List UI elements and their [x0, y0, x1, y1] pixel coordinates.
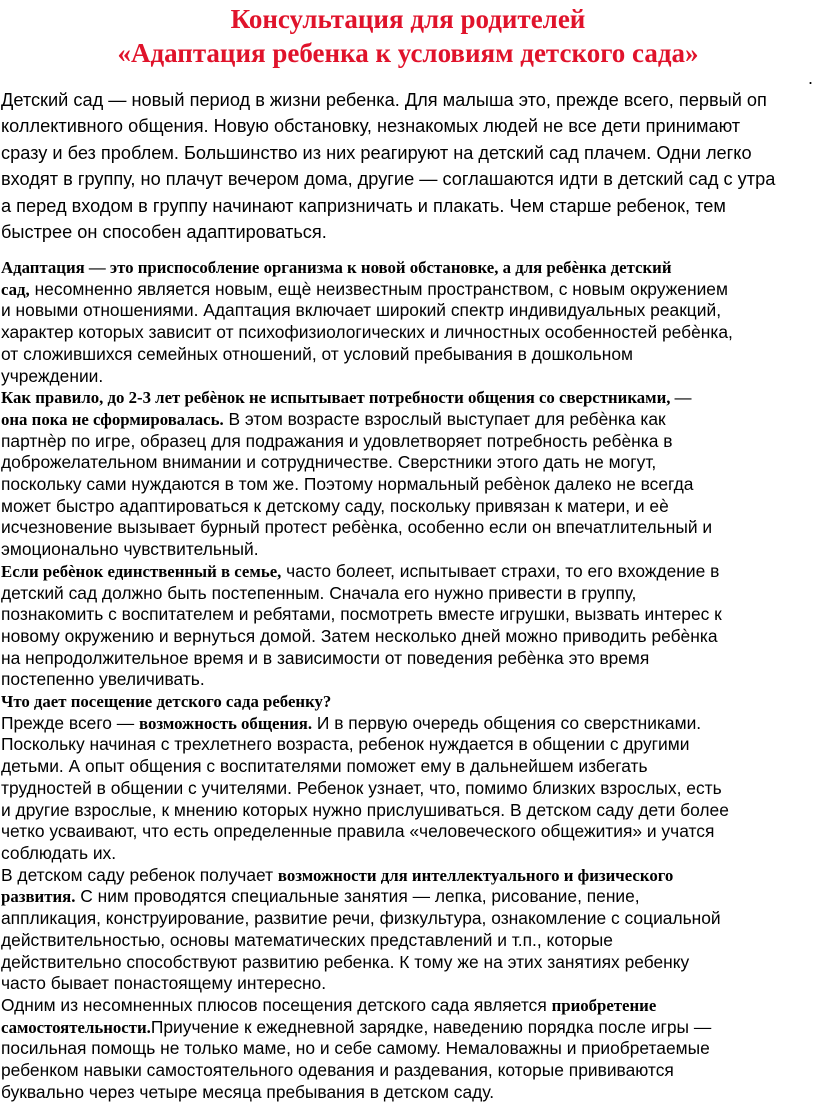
- body-line: [1, 257, 813, 279]
- body-line: [1, 561, 813, 583]
- text-run: И в первую очередь общения со сверстниками.: [312, 712, 702, 733]
- body-line: детский сад должно быть постепенным. Сначала его нужно привести в группу,: [1, 582, 637, 603]
- page-subtitle: «Адаптация ребенка к условиям детского сада»: [117, 38, 699, 68]
- body-line: ребенком навыки самостоятельного одевания и раздевания, которые прививаются: [1, 1060, 674, 1081]
- body-line: аппликация, конструирование, развитие речи, физкультура, ознакомление с социальной: [1, 908, 721, 929]
- intro-line: быстрее он способен адаптироваться.: [1, 222, 327, 243]
- text-run: Приучение к ежедневной зарядке, наведению порядка после игры —: [150, 1016, 712, 1037]
- body-line: и новыми отношениями. Адаптация включает широкий спектр индивидуальных реакций,: [1, 300, 722, 321]
- bold-phrase: сад,: [1, 279, 30, 299]
- body-line: [1, 713, 813, 735]
- trailing-mark: .: [807, 68, 813, 88]
- text-run: Одним из несомненных плюсов посещения детского сада является: [1, 994, 552, 1015]
- bold-phrase: Как правило, до 2-3 лет ребѐнок не испытывает потребности общения со сверстниками, —: [1, 388, 692, 408]
- body-line: часто бывает понастоящему интересно.: [1, 973, 327, 994]
- intro-line: входят в группу, но плачут вечером дома, другие — соглашаются идти в детский сад с утра: [1, 169, 776, 190]
- body-line: соблюдать их.: [1, 842, 117, 863]
- body-line: эмоционально чувствительный.: [1, 539, 259, 560]
- bold-phrase: самостоятельности.: [1, 1017, 151, 1037]
- intro-line: сразу и без проблем. Большинство из них реагируют на детский сад плачем. Одни легко: [1, 142, 752, 163]
- body-line: детьми. А опыт общения с воспитателями поможет ему в дальнейшем избегать: [1, 756, 648, 777]
- body-line: исчезновение вызывает бурный протест ребѐнка, особенно если он впечатлительный и: [1, 517, 713, 538]
- body-line: может быстро адаптироваться к детскому саду, поскольку привязан к матери, и еѐ: [1, 495, 669, 516]
- intro-line: Детский сад — новый период в жизни ребенка. Для малыша это, прежде всего, первый оп: [1, 90, 767, 110]
- body-line: [1, 865, 813, 887]
- body-line: четко усваивают, что есть определенные правила «человеческого общежития» и учатся: [1, 821, 715, 842]
- body-line: действительностью, основы математических представлений и т.п., которые: [1, 929, 613, 950]
- intro-line: коллективного общения. Новую обстановку, незнакомых людей не все дети принимают: [1, 116, 741, 137]
- body-line: учреждении.: [1, 365, 104, 386]
- page-title: Консультация для родителей: [230, 4, 586, 34]
- body-line: [1, 995, 813, 1017]
- body-line: действительно способствуют развитию ребенка. К тому же на этих занятиях ребенку: [1, 951, 690, 972]
- bold-phrase: Адаптация — это приспособление организма к новой обстановке, а для ребѐнка детский: [1, 258, 672, 277]
- body-line: от сложившихся семейных отношений, от условий пребывания в дошкольном: [1, 343, 633, 364]
- body-line: [1, 886, 813, 908]
- body-line: [1, 279, 813, 301]
- text-run: В детском саду ребенок получает: [1, 864, 278, 885]
- body-line: посильная помощь не только маме, но и себе самому. Немаловажны и приобретаемые: [1, 1038, 710, 1059]
- body-line: трудностей в общении с учителями. Ребенок узнает, что, помимо близких взрослых, есть: [1, 777, 722, 798]
- text-run: несомненно является новым, ещѐ неизвестным пространством, с новым окружением: [29, 278, 728, 299]
- body-line: партнѐр по игре, образец для подражания и удовлетворяет потребность ребѐнка в: [1, 430, 673, 451]
- body-line: доброжелательном внимании и сотрудничестве. Сверстники этого дать не могут,: [1, 452, 657, 473]
- body-line: Поскольку начиная с трехлетнего возраста, ребенок нуждается в общении с другими: [1, 734, 690, 755]
- bold-phrase: возможности для интеллектуального и физического: [277, 865, 674, 885]
- text-run: Прежде всего —: [1, 712, 140, 733]
- body-line: на непродолжительное время и в зависимости от поведения ребѐнка это время: [1, 647, 650, 668]
- intro-paragraph: [1, 87, 816, 245]
- body-line: характер которых зависит от психофизиологических и личностных особенностей ребѐнка,: [1, 322, 733, 343]
- body-line: и другие взрослые, к мнению которых нужно прислушиваться. В детском саду дети более: [1, 799, 729, 820]
- bold-phrase: развития.: [1, 887, 76, 907]
- body-line: [1, 387, 813, 409]
- intro-line: а перед входом в группу начинают капризничать и плакать. Чем старше ребенок, тем: [1, 195, 726, 216]
- body-line: [1, 691, 813, 713]
- bold-phrase: приобретение: [551, 995, 657, 1015]
- body-line: постепенно увеличивать.: [1, 669, 205, 690]
- body-line: поскольку сами нуждаются в том же. Поэтому нормальный ребѐнок далеко не всегда: [1, 474, 694, 495]
- body-line: [1, 1017, 813, 1039]
- bold-phrase: Если ребѐнок единственный в семье,: [1, 561, 282, 581]
- body-line: [1, 409, 813, 431]
- body-text: [1, 257, 813, 1103]
- body-line: буквально через четыре месяца пребывания в детском саду.: [1, 1081, 495, 1102]
- bold-phrase: она пока не сформировалась.: [1, 409, 224, 429]
- text-run: часто болеет, испытывает страхи, то его вхождение в: [281, 560, 720, 581]
- bold-phrase: возможность общения.: [139, 713, 313, 733]
- section-heading: Что дает посещение детского сада ребенку?: [1, 692, 332, 712]
- body-line: познакомить с воспитателем и ребятами, посмотреть вместе игрушки, вызвать интерес к: [1, 604, 722, 625]
- body-line: новому окружению и вернуться домой. Затем несколько дней можно приводить ребѐнка: [1, 625, 718, 646]
- text-run: В этом возрасте взрослый выступает для ребѐнка как: [223, 408, 666, 429]
- text-run: С ним проводятся специальные занятия — лепка, рисование, пение,: [75, 886, 640, 907]
